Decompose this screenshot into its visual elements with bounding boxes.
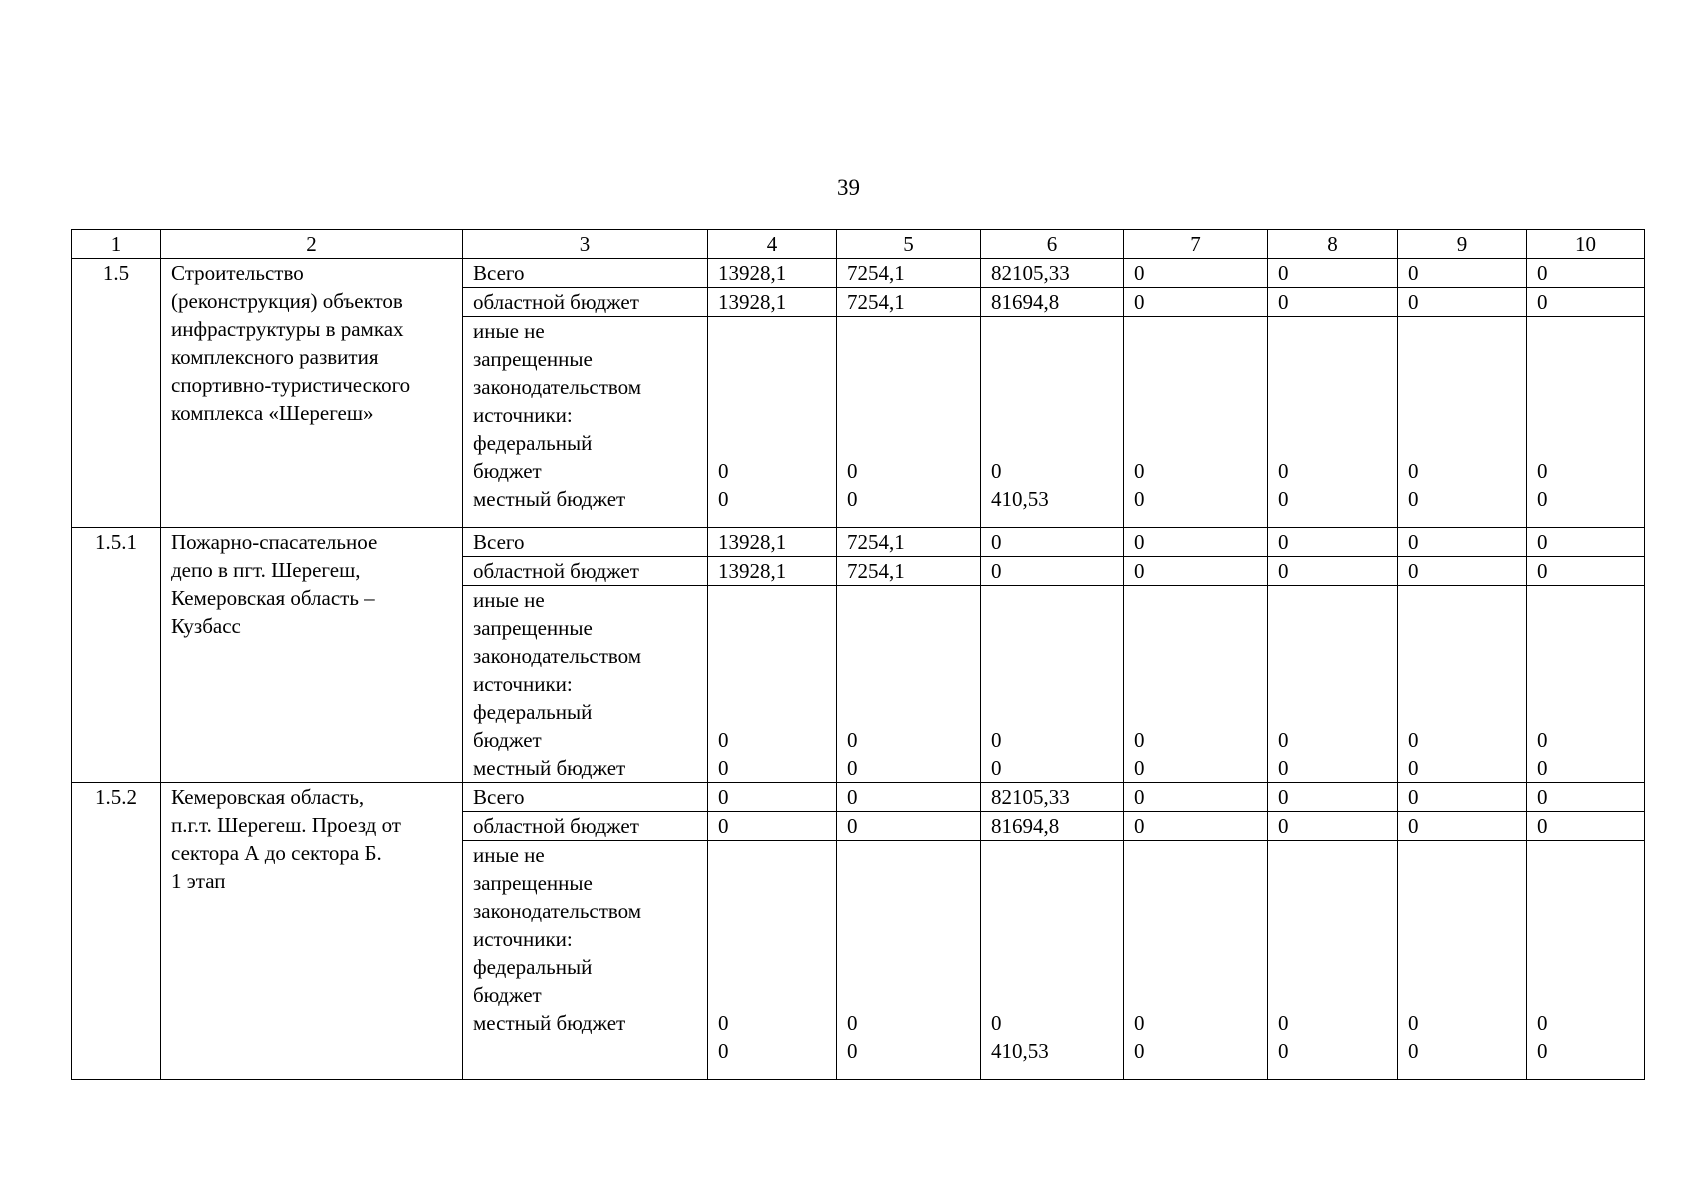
value-cell: 0	[1527, 528, 1645, 557]
source-label: иные не запрещенные законодательством источники: федеральный бюджет местный бюджет	[463, 841, 708, 1080]
source-label: областной бюджет	[463, 812, 708, 841]
value-cell: 13928,1	[708, 288, 837, 317]
value-cell: 0 0	[708, 317, 837, 528]
item-name: Пожарно-спасательное депо в пгт. Шерегеш, Кемеровская область – Кузбасс	[161, 528, 463, 783]
value-cell: 0	[1268, 259, 1398, 288]
value-cell: 0	[1398, 783, 1527, 812]
source-label: областной бюджет	[463, 288, 708, 317]
value-cell: 0	[1398, 812, 1527, 841]
value-cell: 0 0	[1124, 841, 1268, 1080]
value-cell: 0	[1398, 288, 1527, 317]
value-cell: 0	[1398, 528, 1527, 557]
value-cell: 0	[1124, 557, 1268, 586]
value-cell: 0	[1527, 812, 1645, 841]
value-cell: 0 0	[837, 841, 981, 1080]
value-cell: 0	[837, 812, 981, 841]
source-label: Всего	[463, 783, 708, 812]
value-cell: 0 0	[1527, 841, 1645, 1080]
item-number: 1.5.1	[72, 528, 161, 783]
value-cell: 0 0	[1268, 317, 1398, 528]
value-cell: 0	[1527, 288, 1645, 317]
value-cell: 0 0	[1124, 317, 1268, 528]
header-cell: 1	[72, 230, 161, 259]
value-cell: 7254,1	[837, 528, 981, 557]
value-cell: 0	[1124, 288, 1268, 317]
value-cell: 7254,1	[837, 259, 981, 288]
table-row	[72, 528, 1645, 557]
header-cell: 10	[1527, 230, 1645, 259]
source-label: Всего	[463, 528, 708, 557]
funding-table	[71, 229, 1645, 1080]
value-cell: 0	[1398, 259, 1527, 288]
value-cell: 0 0	[1268, 841, 1398, 1080]
value-cell: 0 410,53	[981, 317, 1124, 528]
value-cell: 0 410,53	[981, 841, 1124, 1080]
value-cell: 7254,1	[837, 557, 981, 586]
value-cell: 7254,1	[837, 288, 981, 317]
value-cell: 0	[708, 812, 837, 841]
value-cell: 13928,1	[708, 557, 837, 586]
value-cell: 0	[1398, 557, 1527, 586]
value-cell: 0	[1124, 783, 1268, 812]
value-cell: 0	[837, 783, 981, 812]
value-cell: 82105,33	[981, 783, 1124, 812]
value-cell: 0	[708, 783, 837, 812]
value-cell: 0 0	[1124, 586, 1268, 783]
value-cell: 0	[1527, 259, 1645, 288]
value-cell: 13928,1	[708, 528, 837, 557]
value-cell: 0 0	[1398, 317, 1527, 528]
value-cell: 0 0	[1398, 841, 1527, 1080]
header-cell: 3	[463, 230, 708, 259]
value-cell: 13928,1	[708, 259, 837, 288]
value-cell: 0	[1527, 783, 1645, 812]
header-cell: 8	[1268, 230, 1398, 259]
value-cell: 0	[1268, 783, 1398, 812]
value-cell: 0	[1268, 557, 1398, 586]
value-cell: 0 0	[1527, 586, 1645, 783]
table-row	[72, 259, 1645, 288]
source-label: Всего	[463, 259, 708, 288]
page-number: 39	[837, 175, 860, 200]
value-cell: 82105,33	[981, 259, 1124, 288]
value-cell: 0 0	[1527, 317, 1645, 528]
value-cell: 0	[1268, 528, 1398, 557]
header-cell: 6	[981, 230, 1124, 259]
value-cell: 0 0	[1398, 586, 1527, 783]
value-cell: 81694,8	[981, 288, 1124, 317]
source-label: иные не запрещенные законодательством источники: федеральный бюджет местный бюджет	[463, 317, 708, 528]
value-cell: 81694,8	[981, 812, 1124, 841]
value-cell: 0	[1268, 288, 1398, 317]
value-cell: 0 0	[708, 841, 837, 1080]
value-cell: 0	[981, 528, 1124, 557]
value-cell: 0	[981, 557, 1124, 586]
value-cell: 0 0	[837, 317, 981, 528]
item-number: 1.5.2	[72, 783, 161, 1080]
value-cell: 0	[1124, 259, 1268, 288]
item-name: Строительство (реконструкция) объектов инфраструктуры в рамках комплексного развития спортивно-туристического комплекса «Шерегеш»	[161, 259, 463, 528]
value-cell: 0 0	[837, 586, 981, 783]
value-cell: 0	[1268, 812, 1398, 841]
header-cell: 2	[161, 230, 463, 259]
header-cell: 4	[708, 230, 837, 259]
value-cell: 0 0	[981, 586, 1124, 783]
header-cell: 5	[837, 230, 981, 259]
value-cell: 0 0	[708, 586, 837, 783]
value-cell: 0	[1124, 812, 1268, 841]
header-cell: 7	[1124, 230, 1268, 259]
item-number: 1.5	[72, 259, 161, 528]
table-header-row	[72, 230, 1645, 259]
source-label: иные не запрещенные законодательством источники: федеральный бюджет местный бюджет	[463, 586, 708, 783]
value-cell: 0 0	[1268, 586, 1398, 783]
item-name: Кемеровская область, п.г.т. Шерегеш. Проезд от сектора А до сектора Б. 1 этап	[161, 783, 463, 1080]
table-row	[72, 783, 1645, 812]
header-cell: 9	[1398, 230, 1527, 259]
value-cell: 0	[1124, 528, 1268, 557]
value-cell: 0	[1527, 557, 1645, 586]
source-label: областной бюджет	[463, 557, 708, 586]
